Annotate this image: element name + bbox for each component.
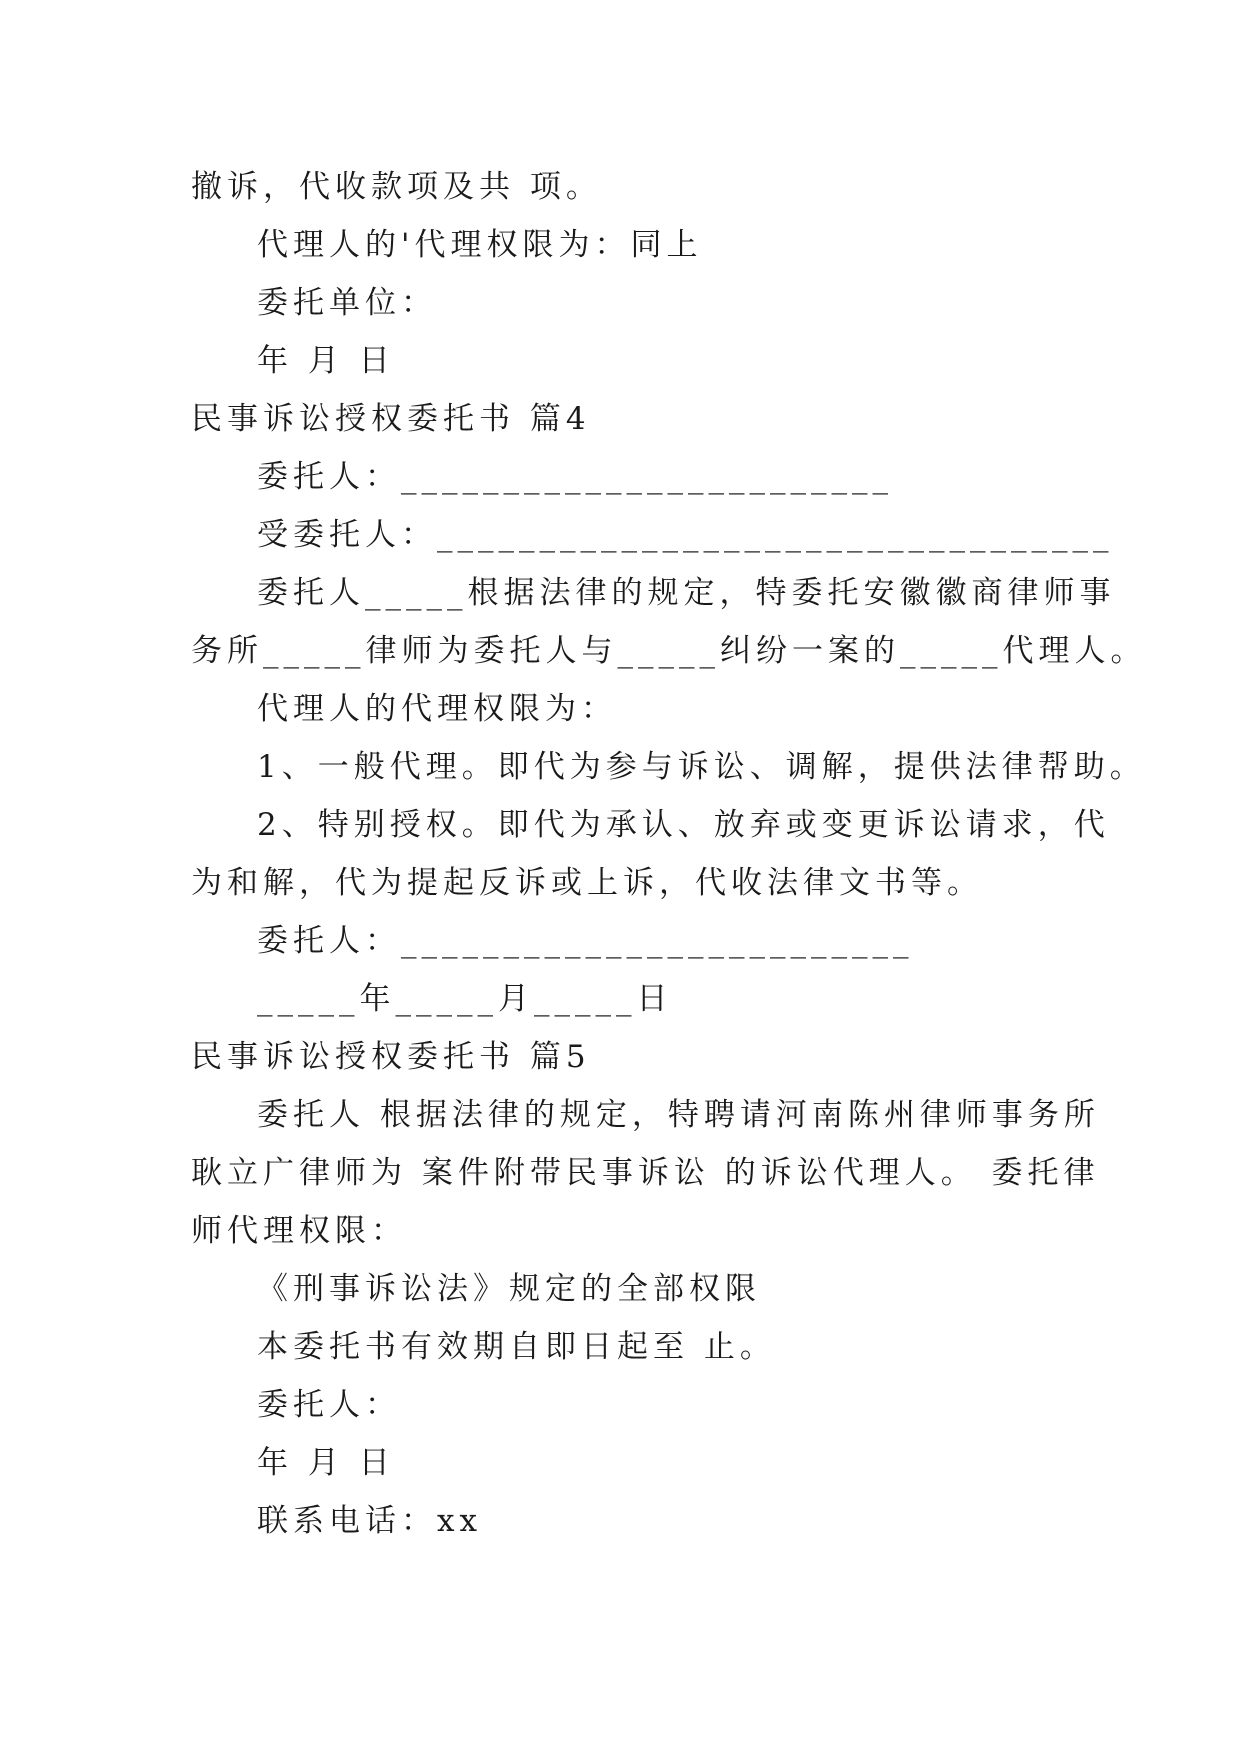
text-line: 委托人 根据法律的规定，特聘请河南陈州律师事务所	[257, 1097, 1100, 1133]
text-line: 委托单位：	[257, 285, 437, 321]
text-line: 撤诉，代收款项及共 项。	[191, 169, 602, 205]
contact-line: 联系电话：xx	[257, 1503, 482, 1539]
text-line: 委托人：_________________________	[257, 923, 914, 959]
text-line: 2、特别授权。即代为承认、放弃或变更诉讼请求，代	[257, 807, 1110, 843]
date-line: 年 月 日	[257, 343, 395, 379]
text-line: 代理人的'代理权限为：同上	[257, 227, 703, 263]
text-line: 代理人的代理权限为：	[257, 691, 617, 727]
text-line: 耿立广律师为 案件附带民事诉讼 的诉讼代理人。 委托律	[191, 1155, 1100, 1191]
text-line: 《刑事诉讼法》规定的全部权限	[257, 1271, 761, 1307]
text-line: 委托人：	[257, 1387, 401, 1423]
text-line: 师代理权限：	[191, 1213, 407, 1249]
text-line: 委托人：________________________	[257, 459, 893, 495]
section-heading: 民事诉讼授权委托书 篇5	[191, 1039, 591, 1075]
text-line: 为和解，代为提起反诉或上诉，代收法律文书等。	[191, 865, 983, 901]
text-line: 委托人_____根据法律的规定，特委托安徽徽商律师事	[257, 575, 1116, 611]
text-line: 1、一般代理。即代为参与诉讼、调解，提供法律帮助。	[257, 749, 1146, 785]
date-line: _____年_____月_____日	[257, 981, 673, 1017]
section-heading: 民事诉讼授权委托书 篇4	[191, 401, 591, 437]
text-line: 受委托人：_________________________________	[257, 517, 1114, 553]
date-line: 年 月 日	[257, 1445, 395, 1481]
text-line: 务所_____律师为委托人与_____纠纷一案的_____代理人。	[191, 633, 1147, 669]
text-line: 本委托书有效期自即日起至 止。	[257, 1329, 776, 1365]
